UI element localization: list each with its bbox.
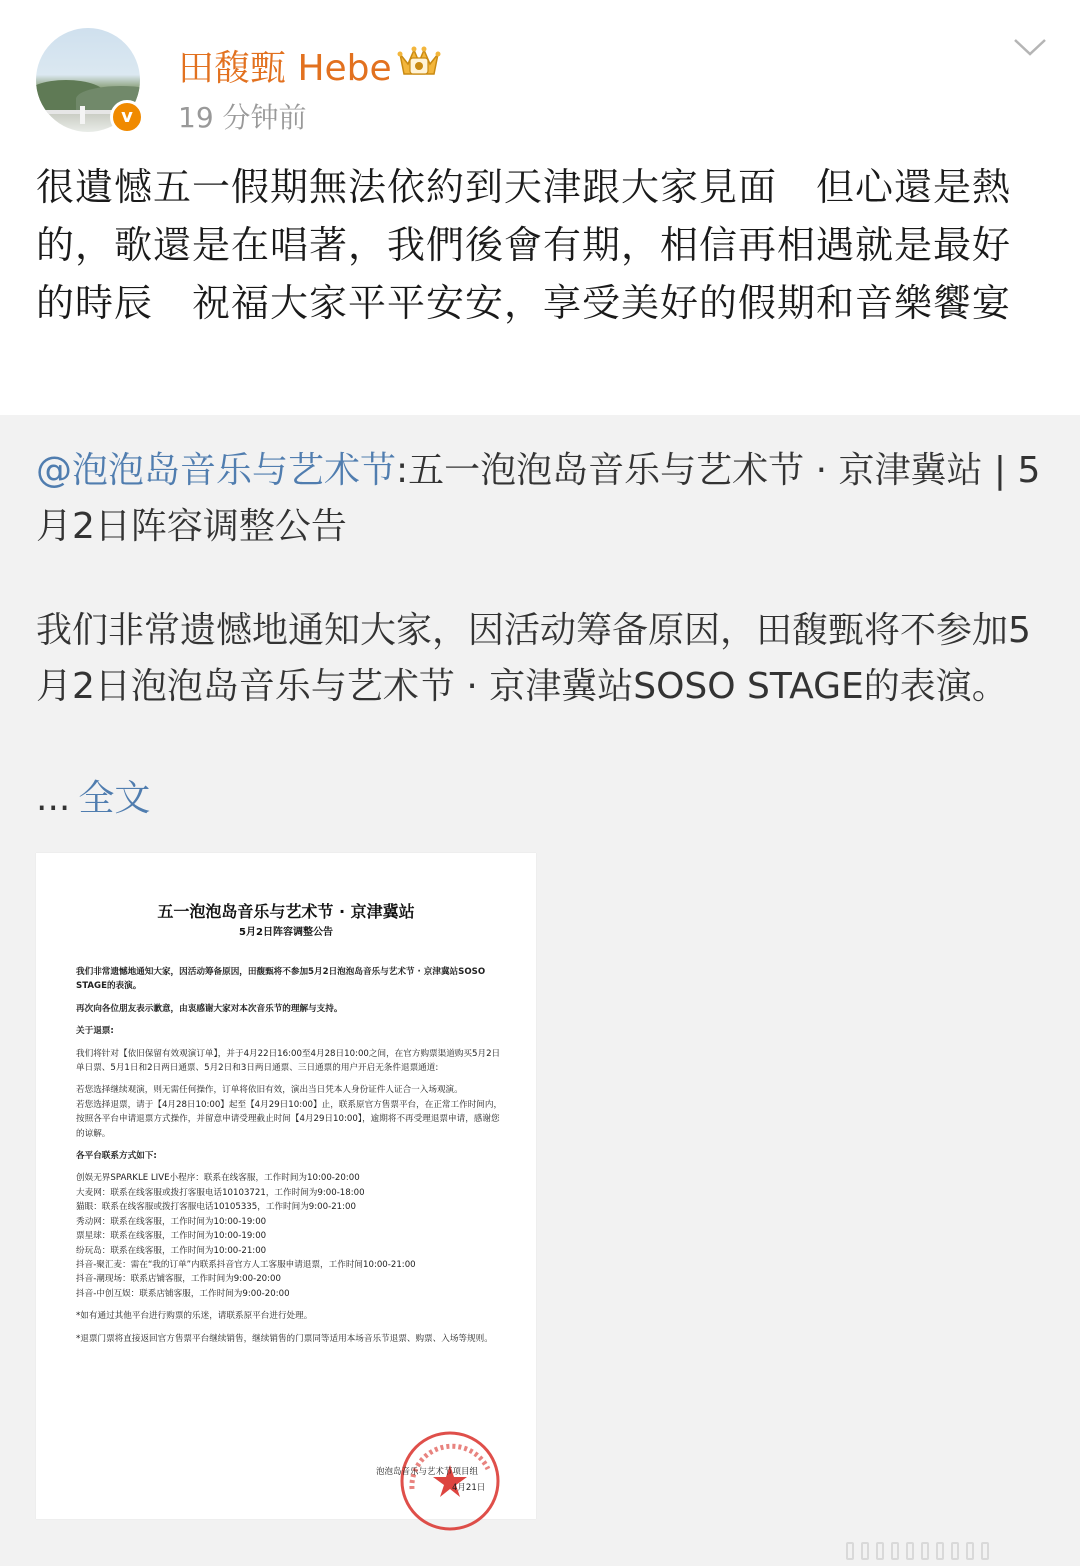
verified-badge-icon: v [110, 100, 144, 134]
contact-line: 抖音-聚汇麦：需在“我的订单”内联系抖音官方人工客服申请退票，工作时间10:00-21:00 [76, 1259, 416, 1270]
contact-line: 票星球：联系在线客服，工作时间为10:00-19:00 [76, 1231, 267, 1242]
contact-line: 大麦网：联系在线客服或拨打客服电话10103721，工作时间为9:00-18:00 [76, 1187, 365, 1198]
watermark [846, 1542, 996, 1564]
contact-line: 秀动网：联系在线客服，工作时间为10:00-19:00 [76, 1216, 267, 1227]
notice-subtitle: 5月2日阵容调整公告 [239, 927, 333, 938]
notice-heading: 各平台联系方式如下: [76, 1151, 157, 1162]
contact-line: 创娱无界SPARKLE LIVE小程序：联系在线客服，工作时间为10:00-20:00 [76, 1173, 360, 1184]
mention-link[interactable]: @泡泡岛音乐与艺术节 [36, 450, 397, 491]
contact-line: 抖音-潮现场：联系店铺客服，工作时间为9:00-20:00 [76, 1274, 281, 1285]
chevron-down-icon[interactable] [1012, 36, 1048, 58]
company-seal-icon [398, 1429, 502, 1533]
notice-note: *退票门票将直接返回官方售票平台继续销售，继续销售的门票同等适用本场音乐节退票、购票、入场等规则。 [76, 1333, 493, 1344]
contact-line: 抖音-中创互娱：联系店铺客服，工作时间为9:00-20:00 [76, 1288, 290, 1299]
ellipsis: ... [36, 778, 71, 819]
notice-note: *如有通过其他平台进行购票的乐迷，请联系原平台进行处理。 [76, 1311, 313, 1322]
reposted-content[interactable] [0, 415, 1080, 1566]
notice-paragraph: 若您选择退票，请于【4月28日10:00】起至【4月29日10:00】止，联系原官方售票平台，在正常工作时间内，按照各平台申请退票方式操作，并留意申请受理截止时间【4月29日10:00】，逾期将不再受理退票申请，感谢您的谅解。 [76, 1099, 503, 1139]
repost-title: :五一泡泡岛音乐与艺术节 · 京津冀站 | 5月2日阵容调整公告 [36, 450, 1041, 547]
post-text: 很遺憾五一假期無法依約到天津跟大家見面 但心還是熱的，歌還是在唱著，我們後會有期，相信再相遇就是最好的時辰 祝福大家平平安安，享受美好的假期和音樂饗宴 [36, 165, 1012, 325]
notice-paragraph: 我们将针对【依旧保留有效观演订单】，并于4月22日16:00至4月28日10:00之间，在官方购票渠道购买5月2日单日票、5月1日和2日两日通票、5月2日和3日两日通票、三日通票的用户开启无条件退票通道: [76, 1048, 501, 1074]
crown-icon [396, 42, 442, 82]
contact-line: 猫眼：联系在线客服或拨打客服电话10105335，工作时间为9:00-21:00 [76, 1202, 356, 1213]
notice-image[interactable] [36, 853, 536, 1519]
post-timestamp: 19 分钟前 [178, 101, 307, 134]
notice-date: 4月21日 [452, 1483, 486, 1493]
more-row [36, 773, 150, 825]
contact-line: 纷玩岛：联系在线客服，工作时间为10:00-21:00 [76, 1245, 267, 1256]
avatar-pole [80, 106, 85, 124]
notice-paragraph: 我们非常遗憾地通知大家，因活动筹备原因，田馥甄将不参加5月2日泡泡岛音乐与艺术节 · 京津冀站SOSO STAGE的表演。 [76, 967, 486, 992]
notice-body [76, 965, 506, 1346]
notice-paragraph: 再次向各位朋友表示歉意，由衷感谢大家对本次音乐节的理解与支持。 [76, 1003, 343, 1014]
original-post [0, 0, 1080, 415]
full-text-link[interactable]: 全文 [78, 778, 151, 819]
repost-header [36, 443, 1046, 555]
repost-body: 我们非常遗憾地通知大家，因活动筹备原因，田馥甄将不参加5月2日泡泡岛音乐与艺术节 · 京津冀站SOSO STAGE的表演。 [36, 610, 1031, 707]
notice-signature: 泡泡岛音乐与艺术节项目组 [376, 1467, 479, 1477]
notice-heading: 关于退票: [76, 1026, 114, 1037]
notice-paragraph: 若您选择继续观演，则无需任何操作，订单将依旧有效，演出当日凭本人身份证件人证合一入场观演。 [76, 1085, 463, 1096]
notice-title: 五一泡泡岛音乐与艺术节 · 京津冀站 [157, 902, 415, 921]
username[interactable]: 田馥甄 Hebe [178, 48, 392, 89]
